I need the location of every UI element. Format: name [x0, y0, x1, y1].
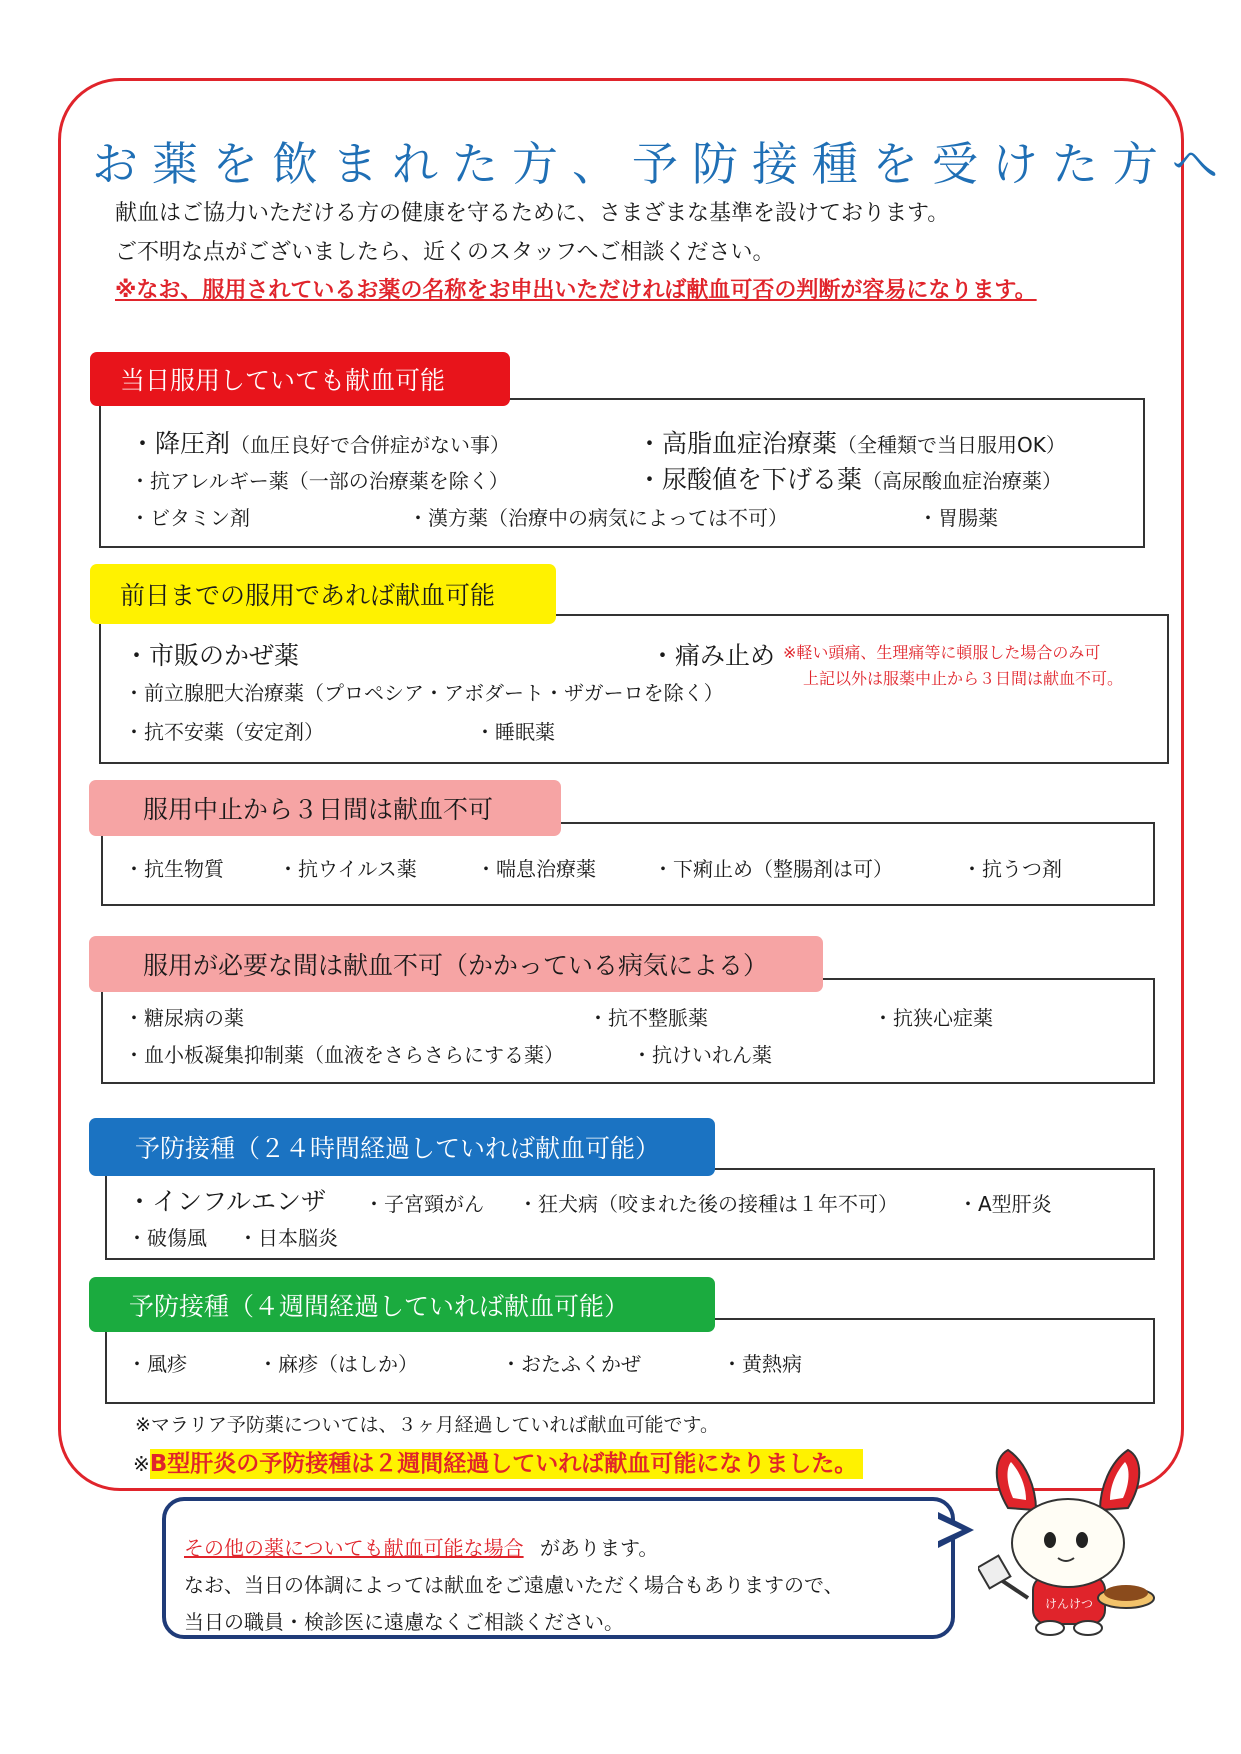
list-item: ・前立腺肥大治療薬（プロペシア・アボダート・ザガーロを除く） [124, 681, 724, 705]
prev-day-heading: 前日までの服用であれば献血可能 [90, 564, 556, 624]
three-days-heading: 服用中止から３日間は献血不可 [89, 780, 561, 836]
list-item: ・黄熱病 [722, 1352, 802, 1376]
intro-line-2: ご不明な点がございましたら、近くのスタッフへご相談ください。 [115, 240, 775, 265]
list-item: ・風疹 [127, 1352, 187, 1376]
list-item: ・抗不整脈薬 [588, 1006, 708, 1030]
hepb-footnote [133, 1445, 863, 1478]
hepb-footnote-text: B型肝炎の予防接種は２週間経過していれば献血可能になりました。 [150, 1449, 864, 1479]
list-item: ・抗狭心症薬 [873, 1006, 993, 1030]
list-item: ・市販のかぜ薬 [124, 641, 300, 670]
list-item: ・おたふくかぜ [501, 1352, 641, 1376]
vaccine-24h-heading: 予防接種（２４時間経過していれば献血可能） [89, 1118, 715, 1176]
malaria-footnote: ※マラリア予防薬については、３ヶ月経過していれば献血可能です。 [135, 1414, 720, 1436]
list-item: ・日本脳炎 [238, 1226, 338, 1250]
list-item: ・下痢止め（整腸剤は可） [653, 857, 893, 881]
list-item: ・抗けいれん薬 [632, 1043, 772, 1067]
bubble-line-2: なお、当日の体調によっては献血をご遠慮いただく場合もありますので、 [184, 1573, 844, 1597]
list-item: ・胃腸薬 [918, 506, 998, 530]
list-item: ・抗アレルギー薬（一部の治療薬を除く） [130, 469, 509, 493]
list-item: ・A型肝炎 [958, 1192, 1052, 1216]
list-item: ・抗ウイルス薬 [278, 857, 417, 881]
prev-day-note-1: ※軽い頭痛、生理痛等に頓服した場合のみ可 [783, 643, 1101, 662]
list-item: ・糖尿病の薬 [124, 1006, 244, 1030]
other-medicines-link[interactable]: その他の薬についても献血可能な場合 [184, 1536, 524, 1560]
list-item: ・抗不安薬（安定剤） [124, 720, 324, 744]
page-title: お薬を飲まれた方、予防接種を受けた方へ [92, 137, 1232, 191]
list-item: ・降圧剤（血圧良好で合併症がない事） [130, 429, 511, 458]
list-item: ・睡眠薬 [475, 720, 555, 744]
bubble-line-1: その他の薬についても献血可能な場合 があります。 [184, 1536, 659, 1560]
list-item: ・高脂血症治療薬（全種類で当日服用OK） [637, 429, 1066, 458]
hepb-footnote-mark: ※ [133, 1452, 150, 1476]
list-item: ・狂犬病（咬まれた後の接種は１年不可） [518, 1192, 898, 1216]
mascot-apron-text: けんけつ [1044, 1597, 1094, 1611]
same-day-heading: 当日服用していても献血可能 [90, 352, 510, 406]
list-item: ・尿酸値を下げる薬（高尿酸血症治療薬） [637, 465, 1063, 494]
mascot-illustration [978, 1448, 1158, 1638]
list-item: ・抗うつ剤 [962, 857, 1062, 881]
list-item: ・抗生物質 [124, 857, 224, 881]
list-item: ・麻疹（はしか） [258, 1352, 418, 1376]
list-item: ・漢方薬（治療中の病気によっては不可） [408, 506, 788, 530]
vaccine-4w-heading: 予防接種（４週間経過していれば献血可能） [89, 1277, 715, 1332]
while-needed-heading: 服用が必要な間は献血不可（かかっている病気による） [89, 936, 823, 992]
list-item: ・喘息治療薬 [476, 857, 596, 881]
while-needed-box [101, 978, 1155, 1084]
list-item: ・ビタミン剤 [130, 506, 250, 530]
list-item: ・血小板凝集抑制薬（血液をさらさらにする薬） [124, 1043, 564, 1067]
intro-line-1: 献血はご協力いただける方の健康を守るために、さまざまな基準を設けております。 [115, 201, 950, 226]
list-item: ・破傷風 [127, 1226, 207, 1250]
prev-day-note-2: 上記以外は服薬中止から３日間は献血不可。 [803, 669, 1124, 688]
list-item: ・痛み止め [650, 641, 776, 670]
intro-line-3: ※なお、服用されているお薬の名称をお申出いただければ献血可否の判断が容易になります。 [115, 278, 1037, 303]
bubble-line-3: 当日の職員・検診医に遠慮なくご相談ください。 [184, 1610, 624, 1634]
list-item: ・インフルエンザ [127, 1187, 327, 1216]
list-item: ・子宮頸がん [364, 1192, 484, 1216]
